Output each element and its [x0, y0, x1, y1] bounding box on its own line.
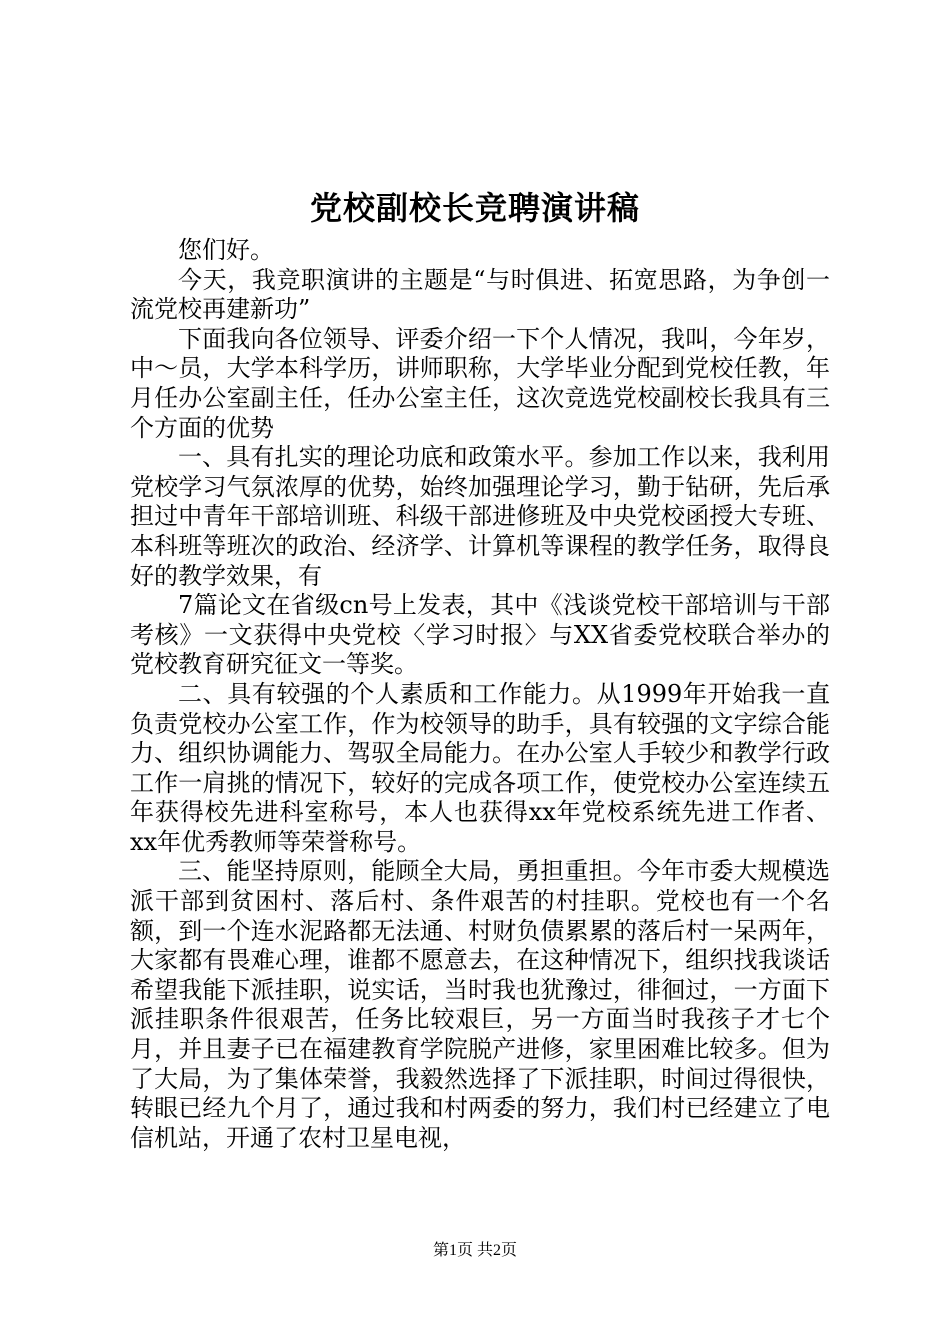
paragraph-introduction: 下面我向各位领导、评委介绍一下个人情况，我叫，今年岁，中～员，大学本科学历，讲师职称，大学毕业分配到党校任教，年月任办公室副主任，任办公室主任，这次竞选党校副校长我具有三个方面的优势: [130, 324, 830, 442]
document-body: [130, 236, 830, 1153]
paragraph-advantage-one: 一、具有扎实的理论功底和政策水平。参加工作以来，我利用党校学习气氛浓厚的优势，始终加强理论学习，勤于钻研，先后承担过中青年干部培训班、科级干部进修班及中央党校函授大专班、本科班等班次的政治、经济学、计算机等课程的教学任务，取得良好的教学效果，有: [130, 443, 830, 590]
paragraph-advantage-two: 二、具有较强的个人素质和工作能力。从1999年开始我一直负责党校办公室工作，作为校领导的助手，具有较强的文字综合能力、组织协调能力、驾驭全局能力。在办公室人手较少和教学行政工作一肩挑的情况下，较好的完成各项工作，使党校办公室连续五年获得校先进科室称号，本人也获得xx年党校系统先进工作者、xx年优秀教师等荣誉称号。: [130, 679, 830, 856]
paragraph-greeting: 您们好。: [178, 236, 274, 264]
document-title: 党校副校长竞聘演讲稿: [309, 189, 640, 227]
page-number-footer: 第1页 共2页: [432, 1242, 517, 1259]
paragraph-advantage-three: 三、能坚持原则，能顾全大局，勇担重担。今年市委大规模选派干部到贫困村、落后村、条件艰苦的村挂职。党校也有一个名额，到一个连水泥路都无法通、村财负债累累的落后村一呆两年，大家都有畏难心理，谁都不愿意去，在这种情况下，组织找我谈话希望我能下派挂职，说实话，当时我也犹豫过，徘徊过，一方面下派挂职条件很艰苦，任务比较艰巨，另一方面当时我孩子才七个月，并且妻子已在福建教育学院脱产进修，家里困难比较多。但为了大局，为了集体荣誉，我毅然选择了下派挂职，时间过得很快，转眼已经九个月了，通过我和村两委的努力，我们村已经建立了电信机站，开通了农村卫星电视，: [130, 857, 830, 1152]
paragraph-theme: 今天，我竞职演讲的主题是“与时俱进、拓宽思路，为争创一流党校再建新功”: [130, 265, 830, 324]
paragraph-papers: 7篇论文在省级cn号上发表，其中《浅谈党校干部培训与干部考核》一文获得中央党校〈学习时报〉与XX省委党校联合举办的党校教育研究征文一等奖。: [130, 591, 830, 679]
